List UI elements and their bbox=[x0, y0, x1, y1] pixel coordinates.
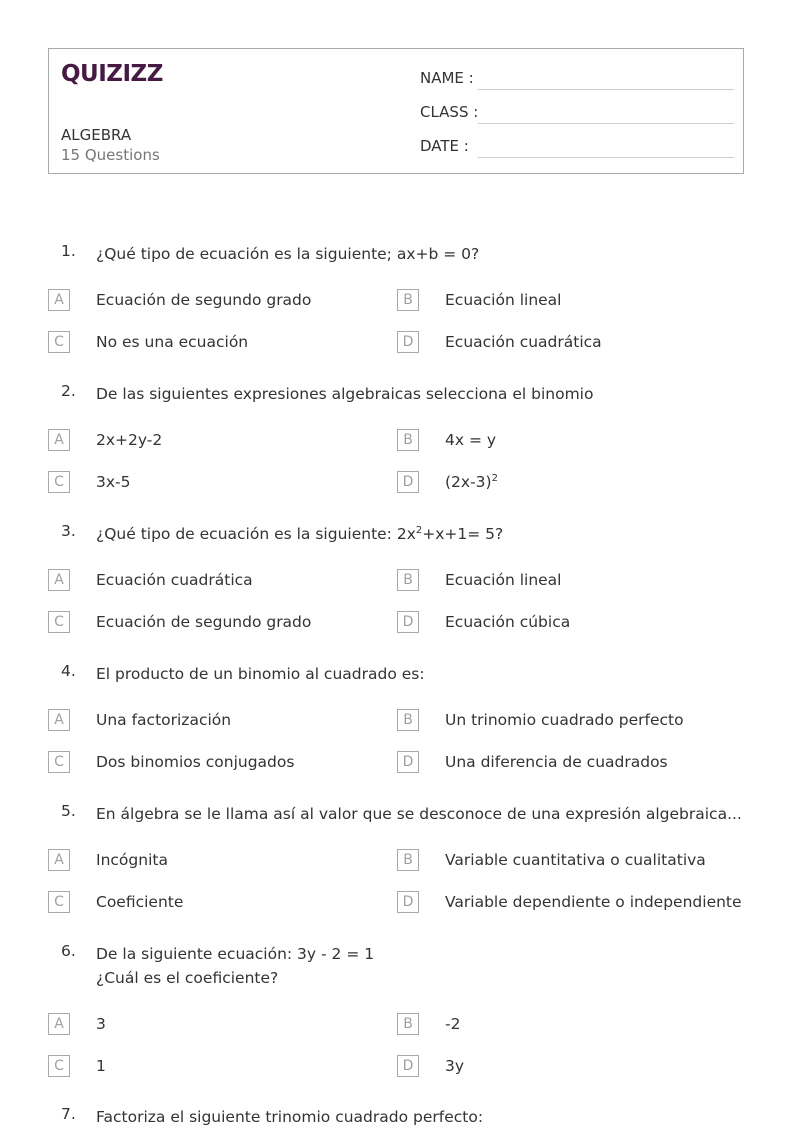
question-number: 6. bbox=[61, 942, 76, 960]
option-letter: D bbox=[397, 891, 419, 913]
option-letter: C bbox=[48, 611, 70, 633]
option-text: Ecuación de segundo grado bbox=[96, 291, 312, 309]
option-text: Ecuación cuadrática bbox=[445, 333, 602, 351]
option-letter: B bbox=[397, 1013, 419, 1035]
option-text: Ecuación cuadrática bbox=[96, 571, 253, 589]
question-text bbox=[96, 942, 374, 990]
option-text: Coeficiente bbox=[96, 893, 184, 911]
option-letter: C bbox=[48, 891, 70, 913]
question-exponent: 2 bbox=[415, 525, 423, 536]
option-text: Variable cuantitativa o cualitativa bbox=[445, 851, 706, 869]
option-letter: B bbox=[397, 429, 419, 451]
option-letter: D bbox=[397, 471, 419, 493]
option-text: Ecuación cúbica bbox=[445, 613, 571, 631]
option-letter: A bbox=[48, 569, 70, 591]
question-number: 3. bbox=[61, 522, 76, 540]
question-text: ¿Qué tipo de ecuación es la siguiente; ax+b = 0? bbox=[96, 245, 480, 263]
option-letter: B bbox=[397, 709, 419, 731]
option-text: 1 bbox=[96, 1057, 106, 1075]
date-label: DATE : bbox=[420, 137, 469, 155]
option-letter: A bbox=[48, 849, 70, 871]
option-text: Una diferencia de cuadrados bbox=[445, 753, 668, 771]
quizizz-logo-mark bbox=[61, 59, 163, 87]
question-number: 7. bbox=[61, 1105, 76, 1123]
option-text: 4x = y bbox=[445, 431, 497, 449]
question-text: De las siguientes expresiones algebraicas selecciona el binomio bbox=[96, 385, 594, 403]
option-exponent: 2 bbox=[491, 473, 498, 484]
class-field[interactable] bbox=[420, 103, 478, 121]
question-text: El producto de un binomio al cuadrado es: bbox=[96, 665, 425, 683]
question-number: 2. bbox=[61, 382, 76, 400]
worksheet-subject: ALGEBRA bbox=[61, 126, 132, 144]
question-text: Factoriza el siguiente trinomio cuadrado perfecto: bbox=[96, 1108, 484, 1126]
option-text: No es una ecuación bbox=[96, 333, 249, 351]
option-text: 3 bbox=[96, 1015, 106, 1033]
question-text-line1: De la siguiente ecuación: 3y - 2 = 1 bbox=[96, 945, 375, 963]
option-letter: A bbox=[48, 1013, 70, 1035]
option-letter: B bbox=[397, 849, 419, 871]
name-field[interactable] bbox=[420, 69, 474, 87]
question-number: 1. bbox=[61, 242, 76, 260]
class-label: CLASS : bbox=[420, 103, 479, 121]
option-letter: C bbox=[48, 751, 70, 773]
option-letter: A bbox=[48, 429, 70, 451]
name-label: NAME : bbox=[420, 69, 474, 87]
question-text-end: +x+1= 5? bbox=[422, 525, 504, 543]
option-letter: B bbox=[397, 569, 419, 591]
question-text-line2: ¿Cuál es el coeficiente? bbox=[96, 969, 279, 987]
option-text: -2 bbox=[445, 1015, 461, 1033]
option-letter: C bbox=[48, 471, 70, 493]
question-number: 5. bbox=[61, 802, 76, 820]
option-letter: D bbox=[397, 751, 419, 773]
option-text: 2x+2y-2 bbox=[96, 431, 163, 449]
option-letter: D bbox=[397, 611, 419, 633]
date-field[interactable] bbox=[420, 137, 469, 155]
class-line[interactable] bbox=[478, 123, 734, 124]
question-text bbox=[96, 522, 503, 546]
option-text: Ecuación de segundo grado bbox=[96, 613, 312, 631]
worksheet-header bbox=[48, 48, 744, 174]
option-base: (2x-3) bbox=[445, 473, 492, 491]
option-text: 3y bbox=[445, 1057, 465, 1075]
option-text: Una factorización bbox=[96, 711, 232, 729]
svg-text:QUIZIZZ: QUIZIZZ bbox=[61, 61, 163, 87]
option-text: 3x-5 bbox=[96, 473, 131, 491]
option-letter: D bbox=[397, 1055, 419, 1077]
option-text: Ecuación lineal bbox=[445, 291, 562, 309]
option-text: Incógnita bbox=[96, 851, 168, 869]
option-letter: C bbox=[48, 1055, 70, 1077]
option-text bbox=[445, 473, 498, 491]
date-line[interactable] bbox=[478, 157, 734, 158]
option-letter: C bbox=[48, 331, 70, 353]
quizizz-logo bbox=[61, 59, 163, 87]
option-letter: A bbox=[48, 289, 70, 311]
option-letter: B bbox=[397, 289, 419, 311]
option-text: Variable dependiente o independiente bbox=[445, 893, 742, 911]
question-number: 4. bbox=[61, 662, 76, 680]
option-letter: D bbox=[397, 331, 419, 353]
name-line[interactable] bbox=[478, 89, 734, 90]
question-text-start: ¿Qué tipo de ecuación es la siguiente: 2x bbox=[96, 525, 416, 543]
question-text: En álgebra se le llama así al valor que se desconoce de una expresión algebraica... bbox=[96, 805, 742, 823]
question-count: 15 Questions bbox=[61, 146, 160, 164]
option-letter: A bbox=[48, 709, 70, 731]
option-text: Un trinomio cuadrado perfecto bbox=[445, 711, 684, 729]
option-text: Ecuación lineal bbox=[445, 571, 562, 589]
option-text: Dos binomios conjugados bbox=[96, 753, 295, 771]
